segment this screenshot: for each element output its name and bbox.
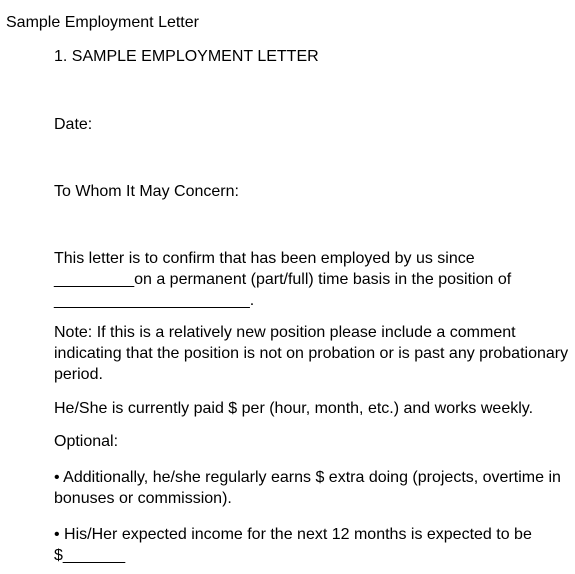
date-label: Date: (54, 116, 93, 133)
document-title: Sample Employment Letter (6, 14, 199, 31)
bullet-expected-income-line-1: • His/Her expected income for the next 12 months is expected to be (54, 526, 532, 543)
bullet-additional-earnings-line-2: bonuses or commission). (54, 490, 232, 507)
note-line-1: Note: If this is a relatively new position please include a comment (54, 324, 516, 341)
salutation: To Whom It May Concern: (54, 183, 239, 200)
optional-label: Optional: (54, 433, 119, 450)
confirmation-line-3: ______________________. (54, 292, 255, 309)
bullet-additional-earnings-line-1: • Additionally, he/she regularly earns $ extra doing (projects, overtime in (54, 469, 561, 486)
note-line-3: period. (54, 366, 103, 383)
pay-line: He/She is currently paid $ per (hour, month, etc.) and works weekly. (54, 400, 534, 417)
note-line-2: indicating that the position is not on probation or is past any probationary (54, 345, 569, 362)
letter-heading: 1. SAMPLE EMPLOYMENT LETTER (54, 48, 319, 65)
confirmation-line-2: _________on a permanent (part/full) time basis in the position of (54, 271, 512, 288)
confirmation-line-1: This letter is to confirm that has been employed by us since (54, 250, 475, 267)
bullet-expected-income-line-2: $_______ (54, 547, 126, 564)
